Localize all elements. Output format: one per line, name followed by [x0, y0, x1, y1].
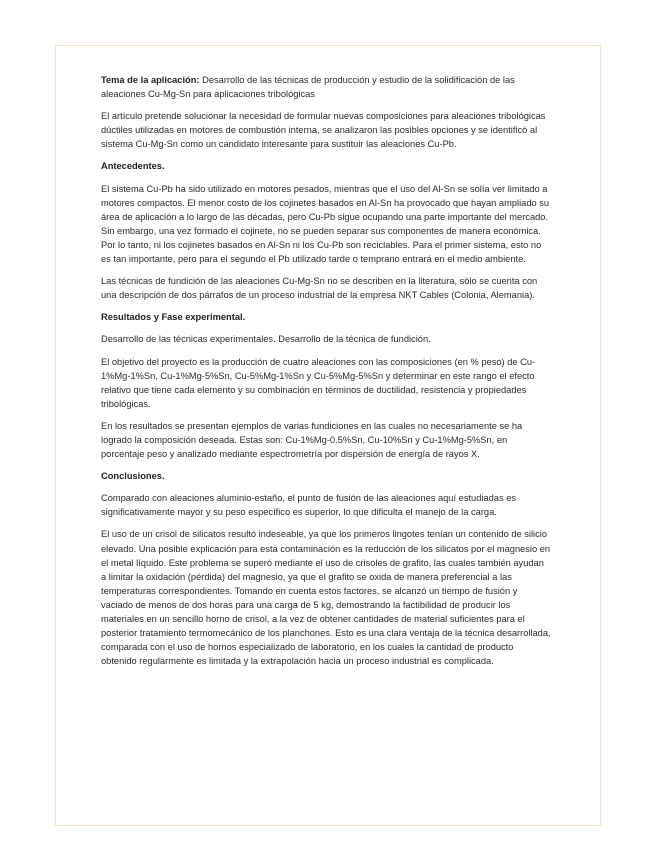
document-body — [101, 73, 551, 676]
background-paragraph-1: El sistema Cu-Pb ha sido utilizado en motores pesados, mientras que el uso del Al-Sn se solía ver limitado a motores compactos. El menor costo de los cojinetes basados en Al-Sn ha provocado que hayan ampliado su área de aplicación a lo largo de las décadas, pero Cu-Pb sigue ocupando una parte importante del mercado. Sin embargo, una vez formado el cojinete, no se pueden separar sus componentes de manera económica. Por lo tanto, ni los cojinetes basados en Al-Sn ni los Cu-Pb son reciclables. Para el primer sistema, esto no es tan importante, pero para el segundo el Pb utilizado tarde o temprano entrará en el medio ambiente. — [101, 183, 550, 265]
topic-paragraph — [101, 73, 551, 101]
conclusions-heading: Conclusiones. — [101, 471, 165, 482]
conclusions-paragraph-1: Comparado con aleaciones aluminio-estaño, el punto de fusión de las aleaciones aquí estudiadas es significativamente mayor y su peso específico es superior, lo que dificulta el manejo de la carga. — [101, 493, 517, 518]
results-paragraph-2: El objetivo del proyecto es la producción de cuatro aleaciones con las composiciones (en % peso) de Cu-1%Mg-1%Sn, Cu-1%Mg-5%Sn, Cu-5%Mg-1%Sn y Cu-5%Mg-5%Sn y determinar en este rango el efecto relativo que tiene cada elemento y su combinación en términos de ductilidad, resistencia y propiedades tribológicas. — [101, 356, 536, 409]
topic-label: Tema de la aplicación: — [101, 75, 200, 85]
background-heading: Antecedentes. — [101, 161, 165, 172]
topic-text: Desarrollo de las técnicas de producción y estudio de la solidificación de las aleaciones Cu-Mg-Sn para aplicaciones tribológicas — [101, 75, 515, 100]
results-paragraph-3: En los resultados se presentan ejemplos de varias fundiciones en las cuales no necesariamente se ha logrado la composición deseada. Estas son: Cu-1%Mg-0.5%Sn, Cu-10%Sn y Cu-1%Mg-5%Sn, en porcentaje peso y analizado mediante espectrometría por dispersión de energía de rayos X. — [101, 420, 523, 460]
conclusions-paragraph-2: El uso de un crisol de silicatos resultó indeseable, ya que los primeros lingotes tenían un contenido de silicio elevado. Una posible explicación para esta contaminación es la reducción de los silicatos por el magnesio en el metal líquido. Este problema se superó mediante el uso de crisoles de grafito, las cuales también ayudan a limitar la oxidación (pérdida) del magnesio, ya que el grafito se oxida de manera preferencial a las temperaturas correspondientes. Tomando en cuenta estos factores, se alcanzó un tiempo de fusión y vaciado de menos de dos horas para una carga de 5 kg, demostrando la factibilidad de producir los materiales en un sencillo horno de crisol, a la vez de obtener cantidades de material suficientes para el posterior tratamiento termomecánico de los planchones. Esto es una clara ventaja de la técnica desarrollada, comparada con el uso de hornos especializado de laboratorio, en los cuales la cantidad de producto obtenido regularmente es limitada y la extrapolación hacia un proceso industrial es complicada. — [101, 529, 551, 667]
document-page — [55, 45, 601, 826]
results-paragraph-1: Desarrollo de las técnicas experimentales. Desarrollo de la técnica de fundición. — [101, 334, 431, 345]
intro-paragraph: El artículo pretende solucionar la necesidad de formular nuevas composiciones para aleaciones tribológicas dúctiles utilizadas en motores de combustión interna, se analizaron las posibles opciones y se identificó al sistema Cu-Mg-Sn como un candidato interesante para sustituir las aleaciones Cu-Pb. — [101, 111, 546, 150]
results-heading: Resultados y Fase experimental. — [101, 312, 246, 323]
background-paragraph-2: Las técnicas de fundición de las aleaciones Cu-Mg-Sn no se describen en la literatura, sólo se cuenta con una descripción de dos párrafos de un proceso industrial de la empresa NKT Cables (Colonia, Alemania). — [101, 276, 538, 301]
